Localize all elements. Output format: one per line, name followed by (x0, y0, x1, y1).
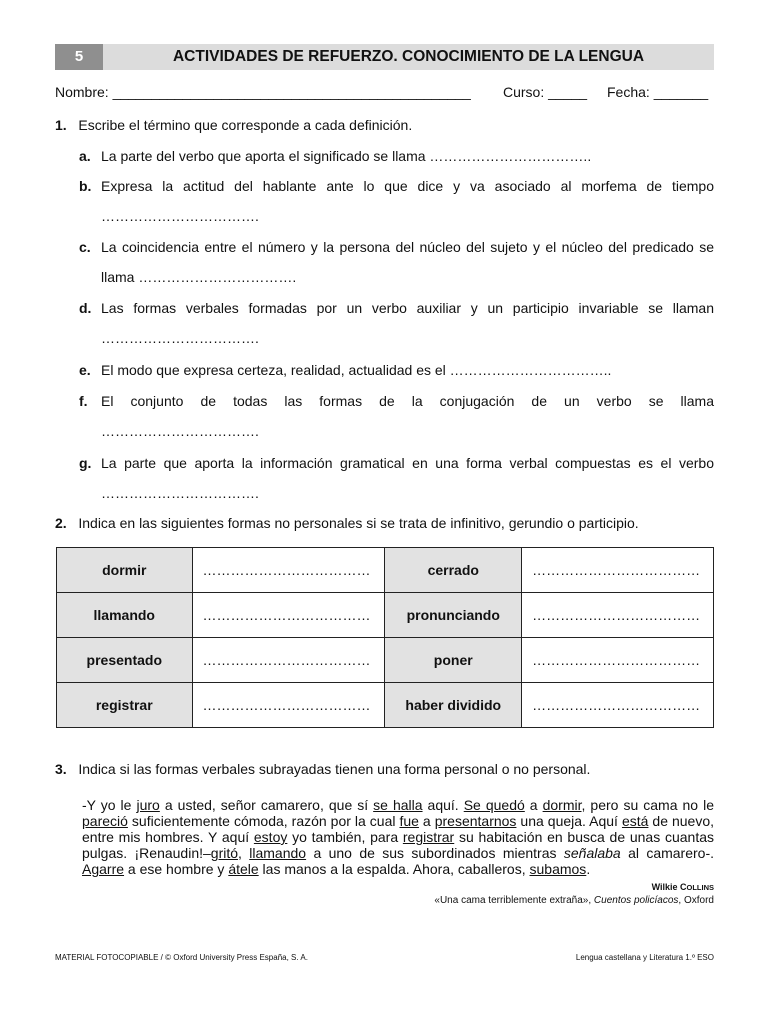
excerpt-author (652, 882, 714, 892)
author-first-name: Wilkie (651, 882, 680, 892)
underlined-verb: llamando (249, 845, 307, 861)
underlined-verb: subamos (529, 861, 587, 877)
excerpt-text: su habitación en busca de unas cuantas pulgas. ¡Renaudin!– (82, 829, 714, 861)
item-letter: b. (79, 178, 92, 194)
definition-c (79, 232, 714, 292)
excerpt-source (434, 895, 714, 906)
source-title: «Una cama terriblemente extraña», (434, 895, 594, 906)
excerpt-text: a (418, 813, 435, 829)
excerpt-text: a usted, señor camarero, que sí (159, 797, 374, 813)
underlined-verb: Agarre (82, 861, 125, 877)
author-last-rest: OLLINS (686, 883, 714, 892)
definition-a (79, 141, 714, 171)
answer-blank[interactable]: ……………………………. (101, 485, 259, 501)
page-header (55, 44, 714, 70)
verb-form-cell: llamando (57, 593, 193, 638)
table-row (57, 593, 714, 638)
underlined-verb: Se quedó (463, 797, 525, 813)
excerpt-text: al camarero-. (620, 845, 715, 861)
question-text: Indica si las formas verbales subrayadas tienen una forma personal o no personal. (78, 761, 591, 777)
excerpt-text: a uno de sus subordinados mientras (306, 845, 564, 861)
definition-f (79, 386, 714, 446)
item-letter: e. (79, 362, 91, 378)
verb-form-cell: pronunciando (385, 593, 522, 638)
verb-form-cell: poner (385, 638, 522, 683)
question-number: 1. (55, 117, 67, 133)
footer-copyright: MATERIAL FOTOCOPIABLE / © Oxford University Press España, S. A. (55, 953, 308, 962)
item-text: La coincidencia entre el número y la persona del núcleo del sujeto y el núcleo del predicado se (101, 239, 714, 255)
underlined-verb: pareció (82, 813, 128, 829)
underlined-verb: estoy (253, 829, 288, 845)
literary-excerpt (82, 797, 714, 877)
item-letter: f. (79, 393, 88, 409)
table-row (57, 683, 714, 728)
excerpt-text: yo también, para (287, 829, 403, 845)
verb-form-cell: dormir (57, 548, 193, 593)
item-text: La parte del verbo que aporta el significado se llama …………………………….. (101, 148, 592, 164)
answer-blank[interactable]: ……………………………. (101, 423, 259, 439)
answer-cell[interactable]: ……………………………… (192, 638, 385, 683)
unit-number: 5 (55, 44, 103, 70)
item-letter: a. (79, 148, 91, 164)
excerpt-text: aquí. (422, 797, 464, 813)
date-field[interactable]: Fecha: _______ (607, 84, 709, 100)
answer-cell[interactable]: ……………………………… (192, 593, 385, 638)
answer-blank[interactable]: ……………………………. (101, 208, 259, 224)
excerpt-text: de nuevo, entre mis hombres. Y aquí (82, 813, 715, 845)
definition-d (79, 293, 714, 353)
excerpt-text: -Y yo le (82, 797, 137, 813)
question-text: Escribe el término que corresponde a cada definición. (78, 117, 413, 133)
excerpt-text: , pero su cama no le (581, 797, 714, 813)
source-book: Cuentos policíacos (593, 895, 679, 906)
verb-form-cell: presentado (57, 638, 193, 683)
underlined-verb: está (621, 813, 649, 829)
answer-cell[interactable]: ……………………………… (192, 683, 385, 728)
excerpt-text: las manos a la espalda. Ahora, caballeros, (258, 861, 530, 877)
definition-g (79, 448, 714, 508)
author-last-initial: C (680, 882, 687, 892)
table-row (57, 638, 714, 683)
item-text: El modo que expresa certeza, realidad, actualidad es el …………………………….. (101, 362, 612, 378)
page-title: ACTIVIDADES DE REFUERZO. CONOCIMIENTO DE LA LENGUA (172, 48, 645, 65)
verb-form-cell: haber dividido (385, 683, 522, 728)
course-field[interactable]: Curso: _____ (503, 84, 588, 100)
underlined-verb: se halla (373, 797, 423, 813)
item-letter: c. (79, 239, 91, 255)
excerpt-text: a ese hombre y (124, 861, 229, 877)
verb-forms-table (56, 547, 714, 728)
excerpt-paragraph (82, 797, 714, 877)
answer-cell[interactable]: ……………………………… (522, 593, 714, 638)
question-1 (55, 117, 412, 133)
item-letter: d. (79, 300, 92, 316)
question-number: 3. (55, 761, 67, 777)
footer-course: Lengua castellana y Literatura 1.º ESO (575, 953, 714, 962)
item-text: Las formas verbales formadas por un verbo auxiliar y un participio invariable se llaman (101, 300, 714, 316)
excerpt-text: , (238, 845, 250, 861)
excerpt-text: a (524, 797, 543, 813)
answer-cell[interactable]: ……………………………… (522, 548, 714, 593)
answer-cell[interactable]: ……………………………… (522, 638, 714, 683)
underlined-verb: presentarnos (434, 813, 517, 829)
underlined-verb: registrar (402, 829, 455, 845)
item-letter: g. (79, 455, 92, 471)
excerpt-text: . (586, 861, 591, 877)
underlined-verb: juro (136, 797, 160, 813)
excerpt-text: una queja. Aquí (516, 813, 622, 829)
italic-verb: señalaba (563, 845, 621, 861)
item-text: Expresa la actitud del hablante ante lo que dice y va asociado al morfema de tiempo (101, 178, 714, 194)
answer-cell[interactable]: ……………………………… (522, 683, 714, 728)
source-publisher: , Oxford (678, 895, 714, 906)
verb-form-cell: registrar (57, 683, 193, 728)
underlined-verb: fue (399, 813, 419, 829)
answer-blank[interactable]: ……………………………. (101, 330, 259, 346)
name-field[interactable]: Nombre: ______________________________________________ (55, 84, 471, 100)
question-2 (55, 515, 639, 531)
verb-form-cell: cerrado (385, 548, 522, 593)
question-text: Indica en las siguientes formas no personales si se trata de infinitivo, gerundio o participio. (78, 515, 639, 531)
answer-cell[interactable]: ……………………………… (192, 548, 385, 593)
definition-e (79, 355, 714, 385)
question-3 (55, 761, 590, 777)
answer-blank[interactable]: llama ……………………………. (101, 269, 297, 285)
table-row (57, 548, 714, 593)
underlined-verb: átele (228, 861, 259, 877)
excerpt-text: suficientemente cómoda, razón por la cual (127, 813, 400, 829)
item-text: El conjunto de todas las formas de la conjugación de un verbo se llama (101, 393, 714, 409)
underlined-verb: dormir (542, 797, 582, 813)
item-text: La parte que aporta la información gramatical en una forma verbal compuestas es el verbo (101, 455, 714, 471)
question-number: 2. (55, 515, 67, 531)
definition-b (79, 171, 714, 231)
underlined-verb: gritó (210, 845, 239, 861)
